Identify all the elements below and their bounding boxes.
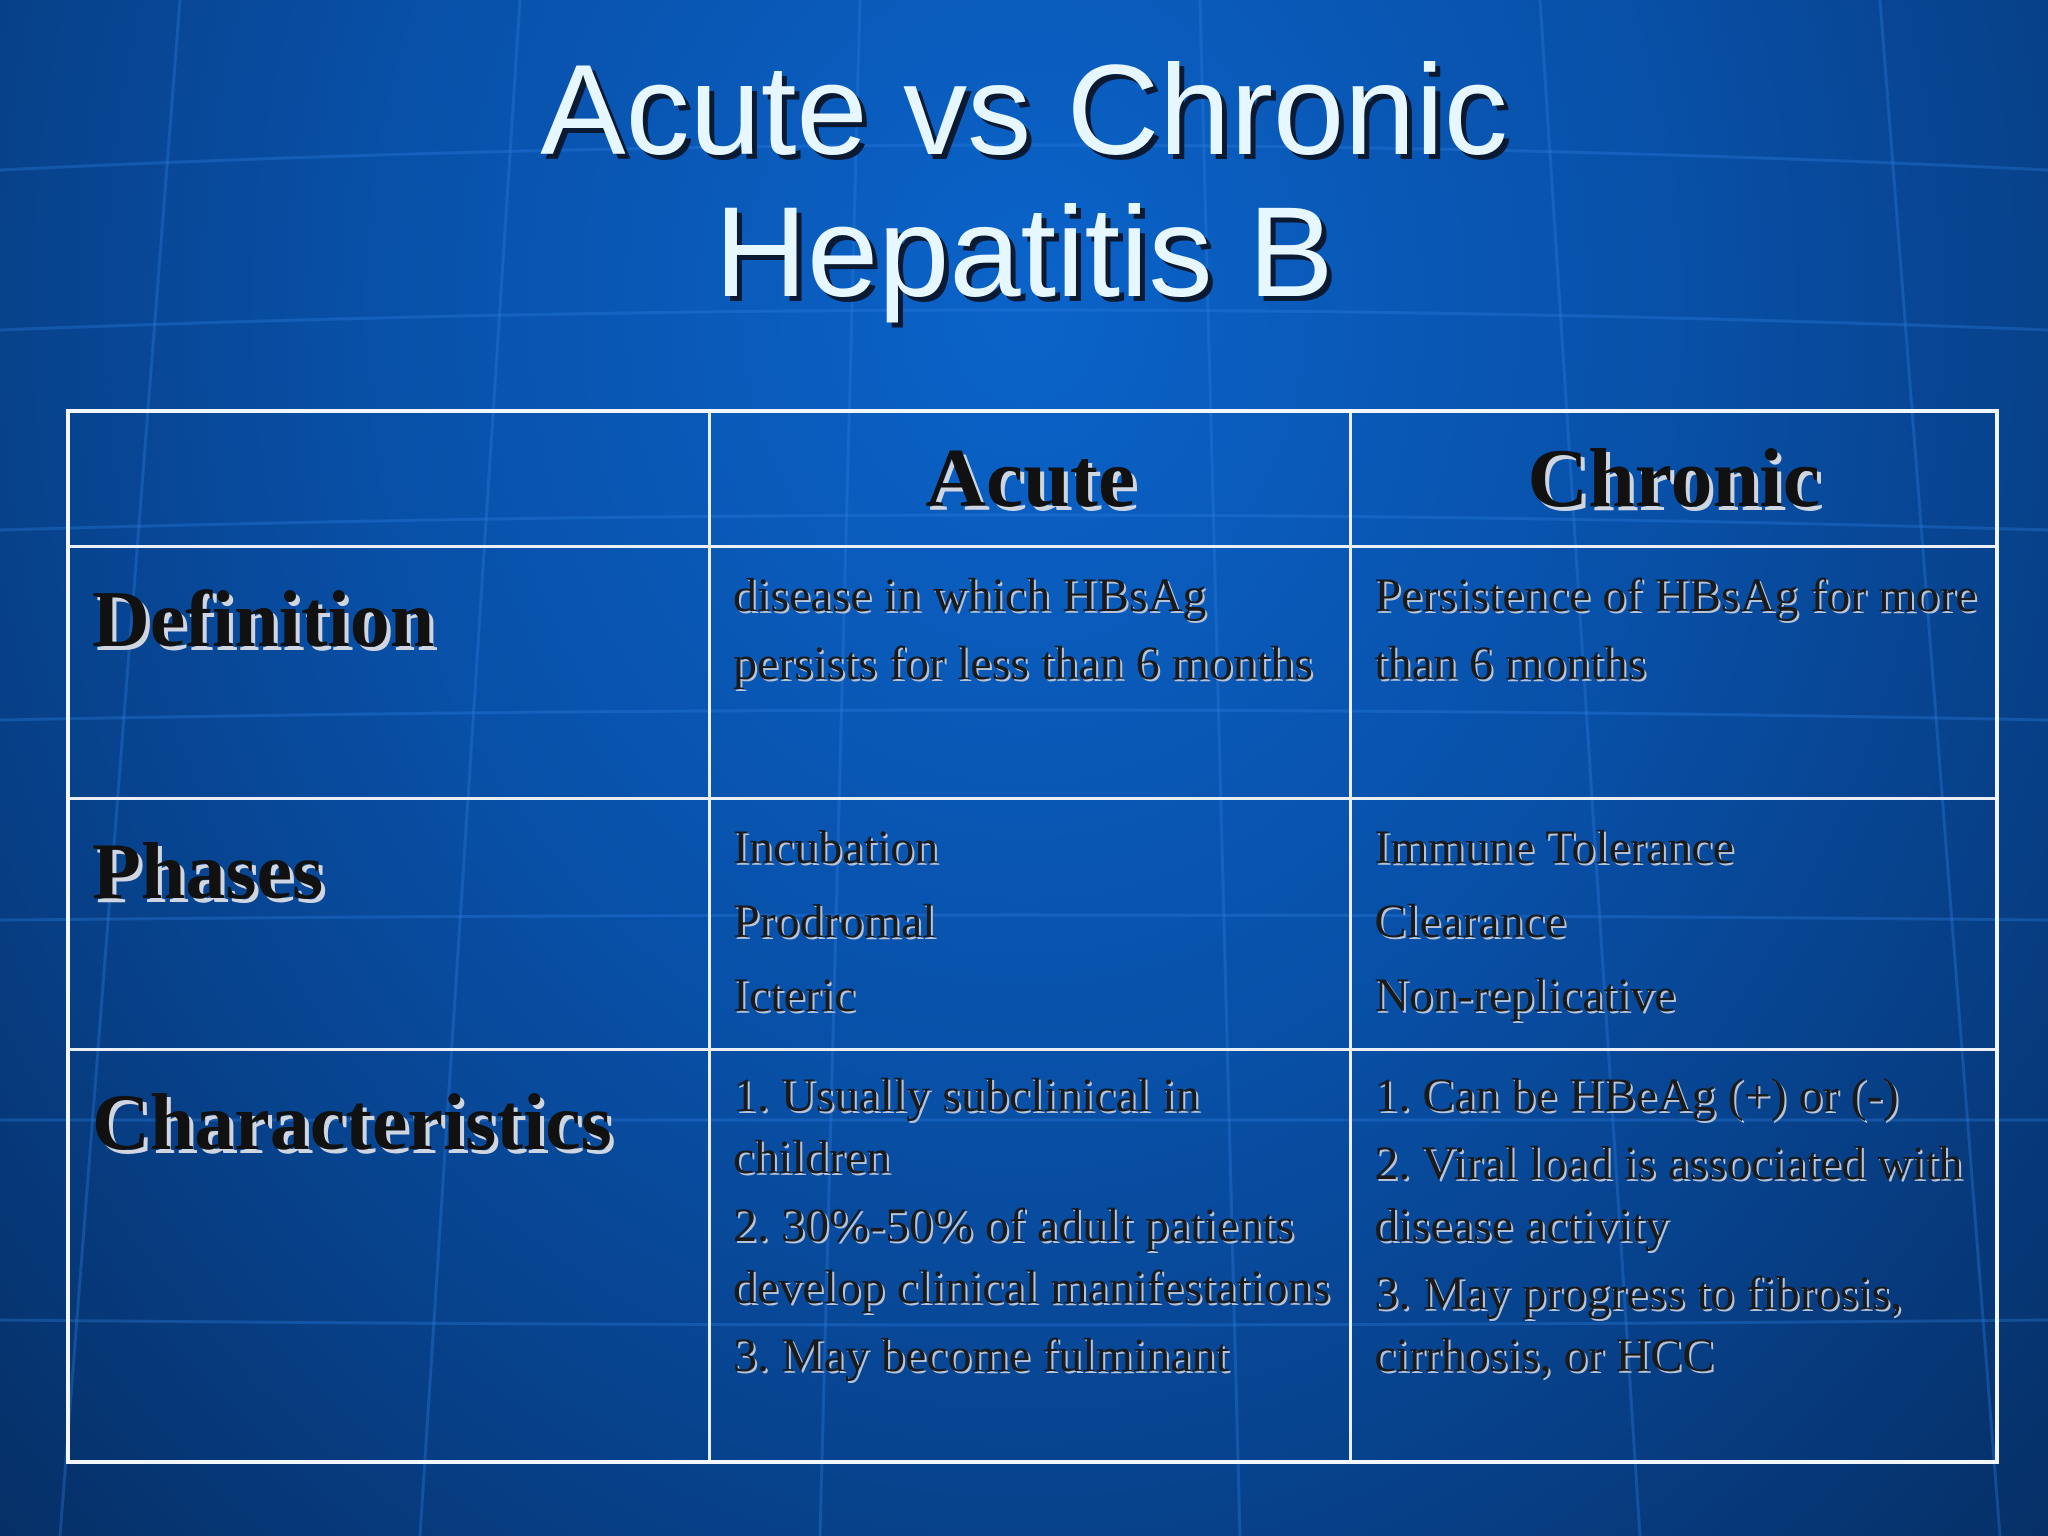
characteristics-chronic-cell <box>1351 1049 1997 1462</box>
definition-acute-text: disease in which HBsAg persists for less than 6 months <box>732 568 1313 690</box>
characteristic-acute-item: 1. Usually subclinical in children <box>732 1068 1200 1184</box>
characteristics-acute-cell <box>709 1049 1350 1462</box>
characteristic-chronic-item: 2. Viral load is associated with disease activity <box>1374 1136 1963 1252</box>
slide-title <box>0 40 2048 324</box>
phase-chronic-item: Clearance <box>1374 894 1567 948</box>
table-header-row <box>68 411 1997 546</box>
characteristic-acute-item: 3. May become fulminant <box>732 1328 1229 1382</box>
comparison-table <box>66 409 1999 1464</box>
phases-acute-cell <box>709 798 1350 1049</box>
row-header-phases: Phases <box>68 798 709 1049</box>
header-empty-cell <box>68 411 709 546</box>
characteristic-chronic-item: 3. May progress to fibrosis, cirrhosis, or HCC <box>1374 1266 1903 1382</box>
column-header-acute: Acute <box>709 411 1350 546</box>
definition-chronic-text: Persistence of HBsAg for more than 6 months <box>1374 568 1977 690</box>
table-row-phases <box>68 798 1997 1049</box>
title-line-2: Hepatitis B <box>714 181 1334 324</box>
characteristic-acute-item: 2. 30%-50% of adult patients develop clinical manifestations <box>732 1198 1331 1314</box>
title-line-1: Acute vs Chronic <box>540 39 1508 182</box>
table-row-definition <box>68 546 1997 798</box>
phases-chronic-cell <box>1351 798 1997 1049</box>
phase-acute-item: Incubation <box>732 820 939 874</box>
row-header-definition: Definition <box>68 546 709 798</box>
phase-chronic-item: Immune Tolerance <box>1374 820 1734 874</box>
table-row-characteristics <box>68 1049 1997 1462</box>
phase-acute-item: Prodromal <box>732 894 936 948</box>
definition-acute-cell <box>709 546 1350 798</box>
column-header-chronic: Chronic <box>1351 411 1997 546</box>
row-header-characteristics: Characteristics <box>68 1049 709 1462</box>
phase-chronic-item: Non-replicative <box>1374 968 1676 1022</box>
phase-acute-item: Icteric <box>732 968 856 1022</box>
definition-chronic-cell <box>1351 546 1997 798</box>
characteristic-chronic-item: 1. Can be HBeAg (+) or (-) <box>1374 1068 1899 1122</box>
